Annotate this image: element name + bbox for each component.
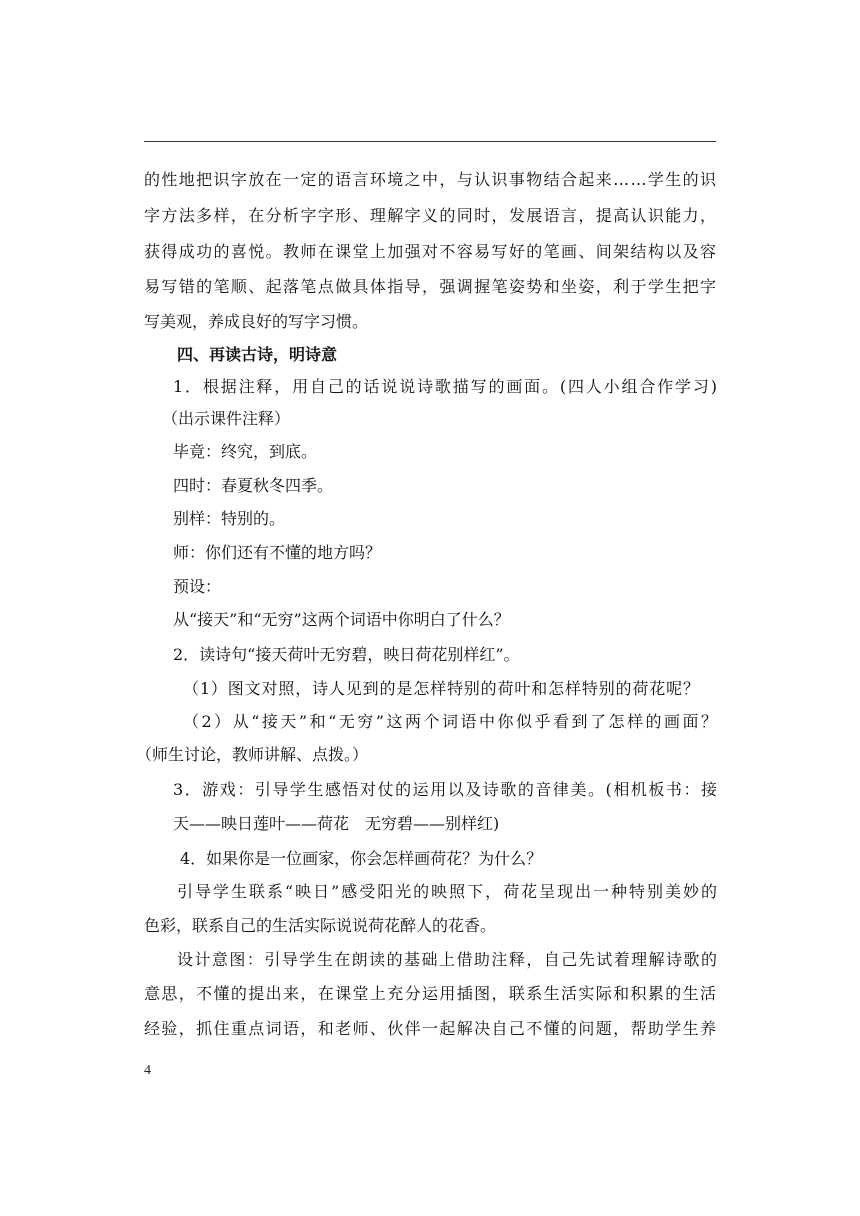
body-text-line: 写美观，养成良好的写字习惯。 [144,312,369,331]
section-heading: 四、再读古诗，明诗意 [177,345,338,364]
body-text-line: 毕竟：终究，到底。 [173,442,318,461]
body-text-line: 四时：春夏秋冬四季。 [173,476,334,495]
page-number: 4 [144,1063,151,1078]
body-text-line: 1．根据注释，用自己的话说说诗歌描写的画面。(四人小组合作学习) [173,377,719,396]
body-text-line: 经验，抓住重点词语，和老师、伙伴一起解决自己不懂的问题，帮助学生养 [144,1019,718,1038]
body-text-line: 师：你们还有不懂的地方吗？ [173,543,382,562]
body-text-line: 获得成功的喜悦。教师在课堂上加强对不容易写好的笔画、间架结构以及容 [144,242,718,261]
header-rule [144,141,716,142]
body-text-line: 别样：特别的。 [173,509,286,528]
body-text-line: 引导学生联系“映日”感受阳光的映照下，荷花呈现出一种特别美妙的 [177,882,719,901]
body-text-line: 的性地把识字放在一定的语言环境之中，与认识事物结合起来……学生的识 [144,170,718,189]
body-text-line: 色彩，联系自己的生活实际说说荷花醉人的花香。 [144,916,497,935]
body-text-line: 意思，不懂的提出来，在课堂上充分运用插图，联系生活实际和积累的生活 [144,984,718,1003]
body-text-line: 字方法多样，在分析字字形、理解字义的同时，发展语言，提高认识能力， [144,206,718,225]
body-text-line: 4．如果你是一位画家，你会怎样画荷花？为什么？ [180,849,543,868]
body-text-line: 预设： [173,577,222,596]
body-text-line: 3．游戏：引导学生感悟对仗的运用以及诗歌的音律美。(相机板书：接 [173,780,719,799]
body-text-line: 设计意图：引导学生在朗读的基础上借助注释，自己先试着理解诗歌的 [177,950,719,969]
body-text-line: （师生讨论，教师讲解、点拨。） [136,745,369,764]
body-text-line: 从“接天”和“无穷”这两个词语中你明白了什么？ [173,610,510,629]
body-text-line: 2．读诗句“接天荷叶无穷碧，映日荷花别样红”。 [173,645,520,664]
body-text-line: 易写错的笔顺、起落笔点做具体指导，强调握笔姿势和坐姿，利于学生把字 [144,277,718,296]
body-text-line: 天——映日莲叶——荷花 无穷碧——别样红) [173,814,500,833]
body-text-line: （出示课件注释） [162,409,291,428]
body-text-line: （1）图文对照，诗人见到的是怎样特别的荷叶和怎样特别的荷花呢？ [183,679,700,698]
body-text-line: （2）从“接天”和“无穷”这两个词语中你似乎看到了怎样的画面？ [183,712,720,731]
